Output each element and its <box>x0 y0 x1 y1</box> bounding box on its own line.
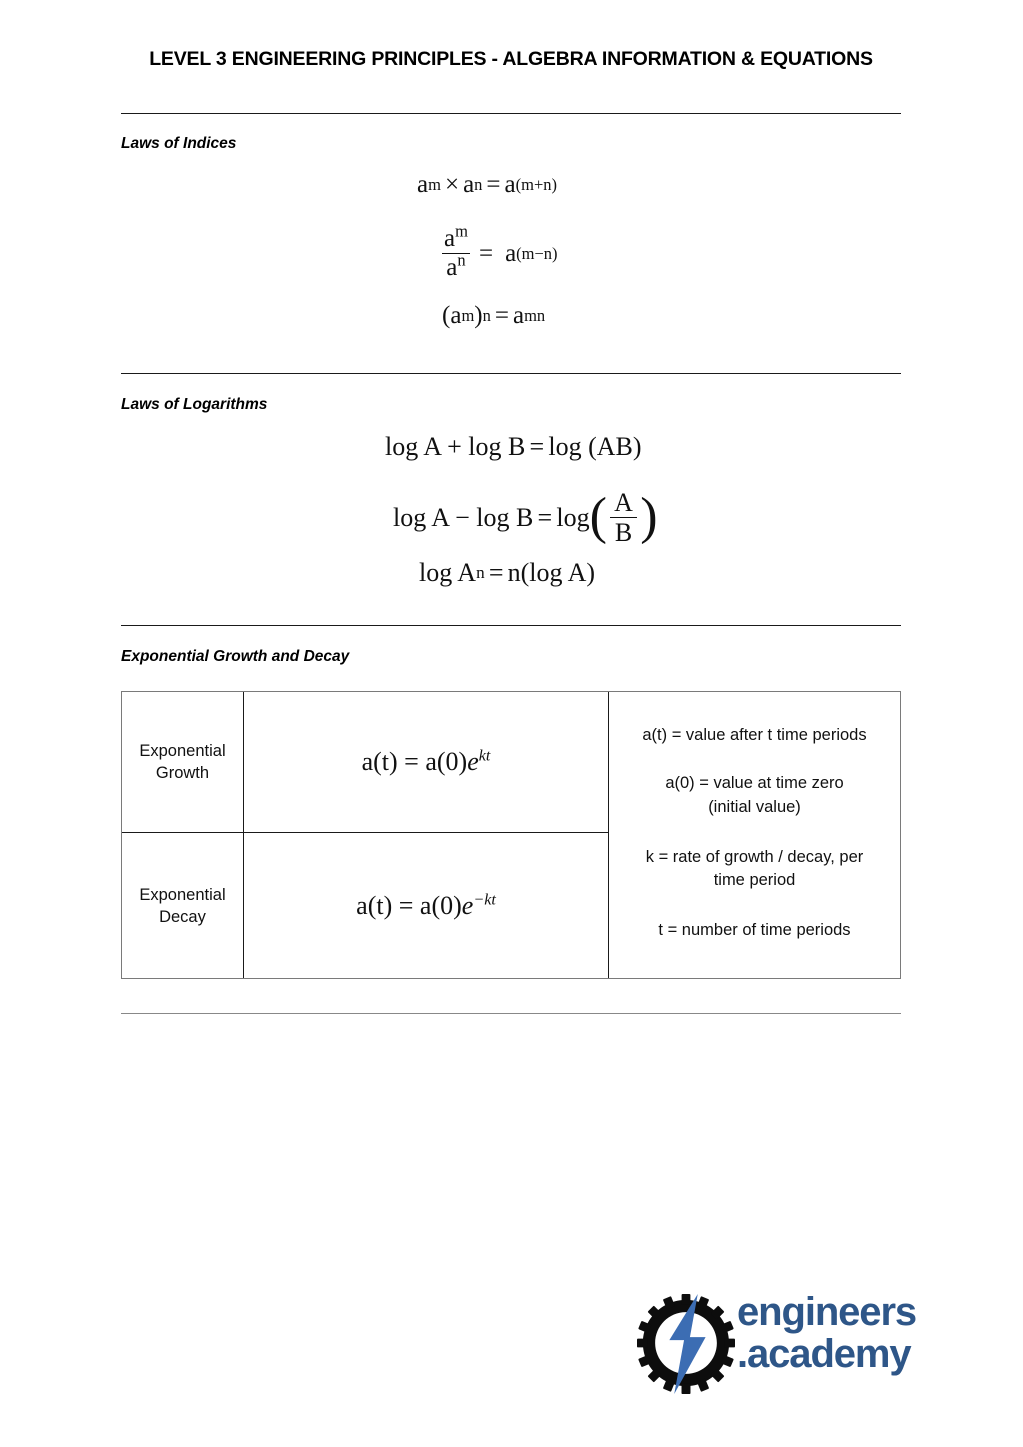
idx-quotient-equals: = <box>478 240 494 267</box>
section-heading-indices: Laws of Indices <box>121 135 237 152</box>
divider-below-indices <box>121 373 901 374</box>
idx-product-base2: a <box>463 171 475 198</box>
definition-k: k = rate of growth / decay, per <box>645 848 864 866</box>
decay-formula-lhs: a(t) = a(0) <box>356 891 462 920</box>
logo-wordmark <box>737 1290 917 1392</box>
idx-quotient-den-exp: n <box>457 250 466 270</box>
idx-power-result-base: a <box>512 302 525 329</box>
equation-indices-product: a m × a n = a (m+n) <box>417 171 558 198</box>
definition-a-of-zero-note: (initial value) <box>708 797 801 816</box>
idx-power-open: ( <box>442 302 451 329</box>
idx-quotient-numerator <box>440 221 473 253</box>
idx-product-times: × <box>444 171 460 198</box>
equation-log-power: log A n = n(log A) <box>419 558 596 587</box>
definition-k-note: time period <box>713 871 796 890</box>
table-column-labels <box>122 692 244 978</box>
definition-a-of-zero: a(0) = value at time zero <box>665 774 844 793</box>
definition-a-of-t: a(t) = value after t time periods <box>642 725 867 744</box>
divider-below-table <box>121 1013 901 1014</box>
equation-indices-quotient: $\frac{a^m}{a^n}$ = a (m−n) <box>437 226 558 281</box>
definition-t: t = number of time periods <box>658 920 851 939</box>
gear-lightning-bolt-icon <box>637 1294 735 1394</box>
divider-below-title <box>121 113 901 114</box>
idx-product-equals: = <box>486 171 501 198</box>
idx-quotient-num-base: a <box>444 225 456 252</box>
idx-product-base1: a <box>417 171 429 198</box>
table-column-definitions <box>609 692 900 978</box>
equation-log-subtraction <box>393 489 658 546</box>
page-title: LEVEL 3 ENGINEERING PRINCIPLES - ALGEBRA INFORMATION & EQUATIONS <box>149 48 873 70</box>
idx-product-result-base: a <box>504 171 516 198</box>
table-column-formulas <box>244 692 609 978</box>
log-sub-parenthesized-fraction <box>590 489 658 546</box>
growth-formula-exp: kt <box>478 747 491 765</box>
log-add-equals: = <box>529 432 545 461</box>
exponential-table <box>121 691 901 979</box>
idx-power-base: a <box>450 302 462 329</box>
idx-quotient-den-base: a <box>446 254 458 281</box>
idx-quotient-denominator <box>442 250 470 281</box>
growth-label-line1: Exponential <box>139 741 226 760</box>
idx-quotient-fraction <box>440 221 473 281</box>
decay-formula-exp: −kt <box>473 891 496 909</box>
log-pow-rhs: n(log A) <box>507 558 596 587</box>
idx-power-close: ) <box>474 302 483 329</box>
decay-label-line1: Exponential <box>139 885 226 904</box>
log-sub-fraction <box>610 489 638 546</box>
logo-line-academy: .academy <box>737 1331 911 1376</box>
equation-indices-power: ( a m ) n = a mn <box>442 302 546 329</box>
growth-label-line2: Growth <box>155 764 210 782</box>
log-add-rhs: log (AB) <box>548 432 642 461</box>
log-sub-lhs: log A − log B <box>393 502 534 532</box>
log-sub-paren-close: ) <box>640 487 658 545</box>
engineers-academy-logo <box>637 1290 917 1397</box>
logo-line-engineers: engineers <box>737 1290 917 1334</box>
log-sub-numerator: A <box>614 488 633 517</box>
decay-label-line2: Decay <box>159 908 206 926</box>
decay-formula-e: e <box>461 891 474 920</box>
section-heading-exponential: Exponential Growth and Decay <box>121 648 350 665</box>
log-sub-label: log <box>556 502 590 532</box>
label-exponential-growth <box>139 740 225 785</box>
equation-log-addition <box>385 434 642 460</box>
idx-quotient-result-base: a <box>505 240 517 267</box>
log-add-lhs: log A + log B <box>385 432 526 461</box>
table-cell-growth-formula <box>244 692 608 832</box>
table-cell-decay-formula <box>244 833 608 979</box>
log-sub-equals: = <box>537 502 553 532</box>
section-heading-logarithms: Laws of Logarithms <box>121 396 268 413</box>
log-sub-denominator: B <box>610 517 637 546</box>
growth-formula-e: e <box>467 747 479 776</box>
log-pow-label: log A <box>419 558 477 587</box>
label-exponential-decay <box>139 884 225 929</box>
log-pow-equals: = <box>488 558 504 587</box>
log-sub-paren-open: ( <box>589 487 607 545</box>
idx-quotient-num-exp: m <box>455 221 468 241</box>
divider-below-logarithms <box>121 625 901 626</box>
equation-exponential-growth <box>362 747 491 777</box>
equation-exponential-decay <box>356 891 496 921</box>
table-row-separator <box>122 832 609 833</box>
growth-formula-lhs: a(t) = a(0) <box>361 747 468 776</box>
idx-power-equals: = <box>494 302 509 329</box>
table-row-growth-label <box>122 692 243 832</box>
table-row-decay-label <box>122 833 243 979</box>
